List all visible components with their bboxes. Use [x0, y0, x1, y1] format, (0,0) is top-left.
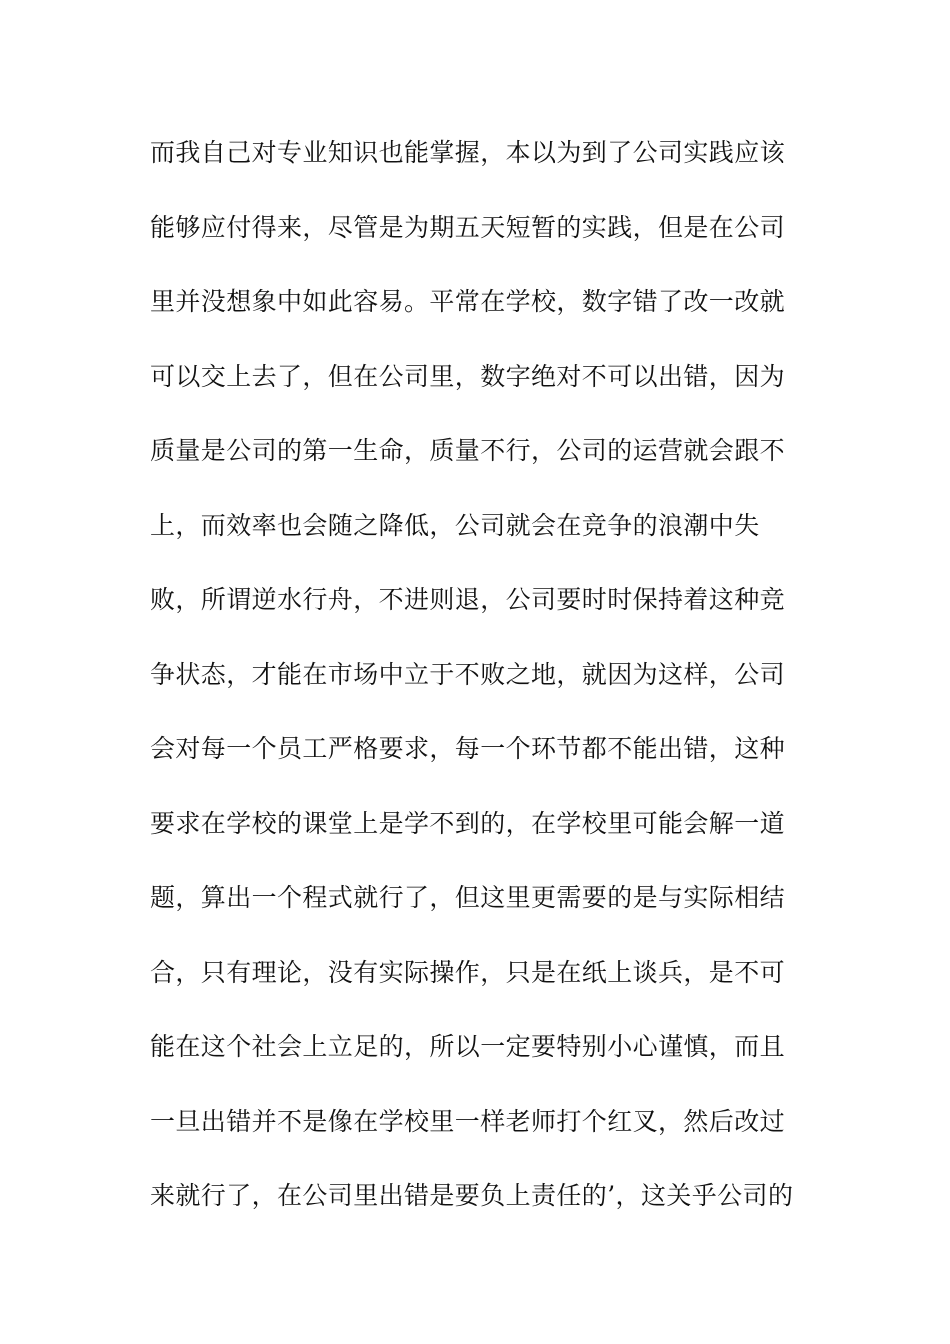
text-line: 争状态，才能在市场中立于不败之地，就因为这样，公司	[150, 659, 786, 689]
text-line: 可以交上去了，但在公司里，数字绝对不可以出错，因为	[150, 361, 786, 391]
text-line: 来就行了，在公司里出错是要负上责任的’，这关乎公司的	[150, 1181, 794, 1210]
body-text	[150, 130, 810, 1248]
text-line: 上，而效率也会随之降低，公司就会在竞争的浪潮中失	[150, 510, 760, 540]
text-line: 能在这个社会上立足的，所以一定要特别小心谨慎，而且	[150, 1032, 786, 1061]
text-line: 题，算出一个程式就行了，但这里更需要的是与实际相结	[150, 883, 786, 912]
text-line: 会对每一个员工严格要求，每一个环节都不能出错，这种	[150, 734, 786, 763]
text-line: 合，只有理论，没有实际操作，只是在纸上谈兵，是不可	[150, 957, 786, 987]
text-line: 要求在学校的课堂上是学不到的，在学校里可能会解一道	[150, 808, 786, 838]
text-line: 败，所谓逆水行舟，不进则退，公司要时时保持着这种竞	[150, 585, 786, 614]
text-line: 里并没想象中如此容易。平常在学校，数字错了改一改就	[150, 287, 786, 316]
text-line: 而我自己对专业知识也能掌握，本以为到了公司实践应该	[150, 138, 786, 167]
text-line: 质量是公司的第一生命，质量不行，公司的运营就会跟不	[150, 436, 786, 465]
text-line: 一旦出错并不是像在学校里一样老师打个红叉，然后改过	[150, 1106, 786, 1136]
text-line: 能够应付得来，尽管是为期五天短暂的实践，但是在公司	[150, 212, 786, 242]
